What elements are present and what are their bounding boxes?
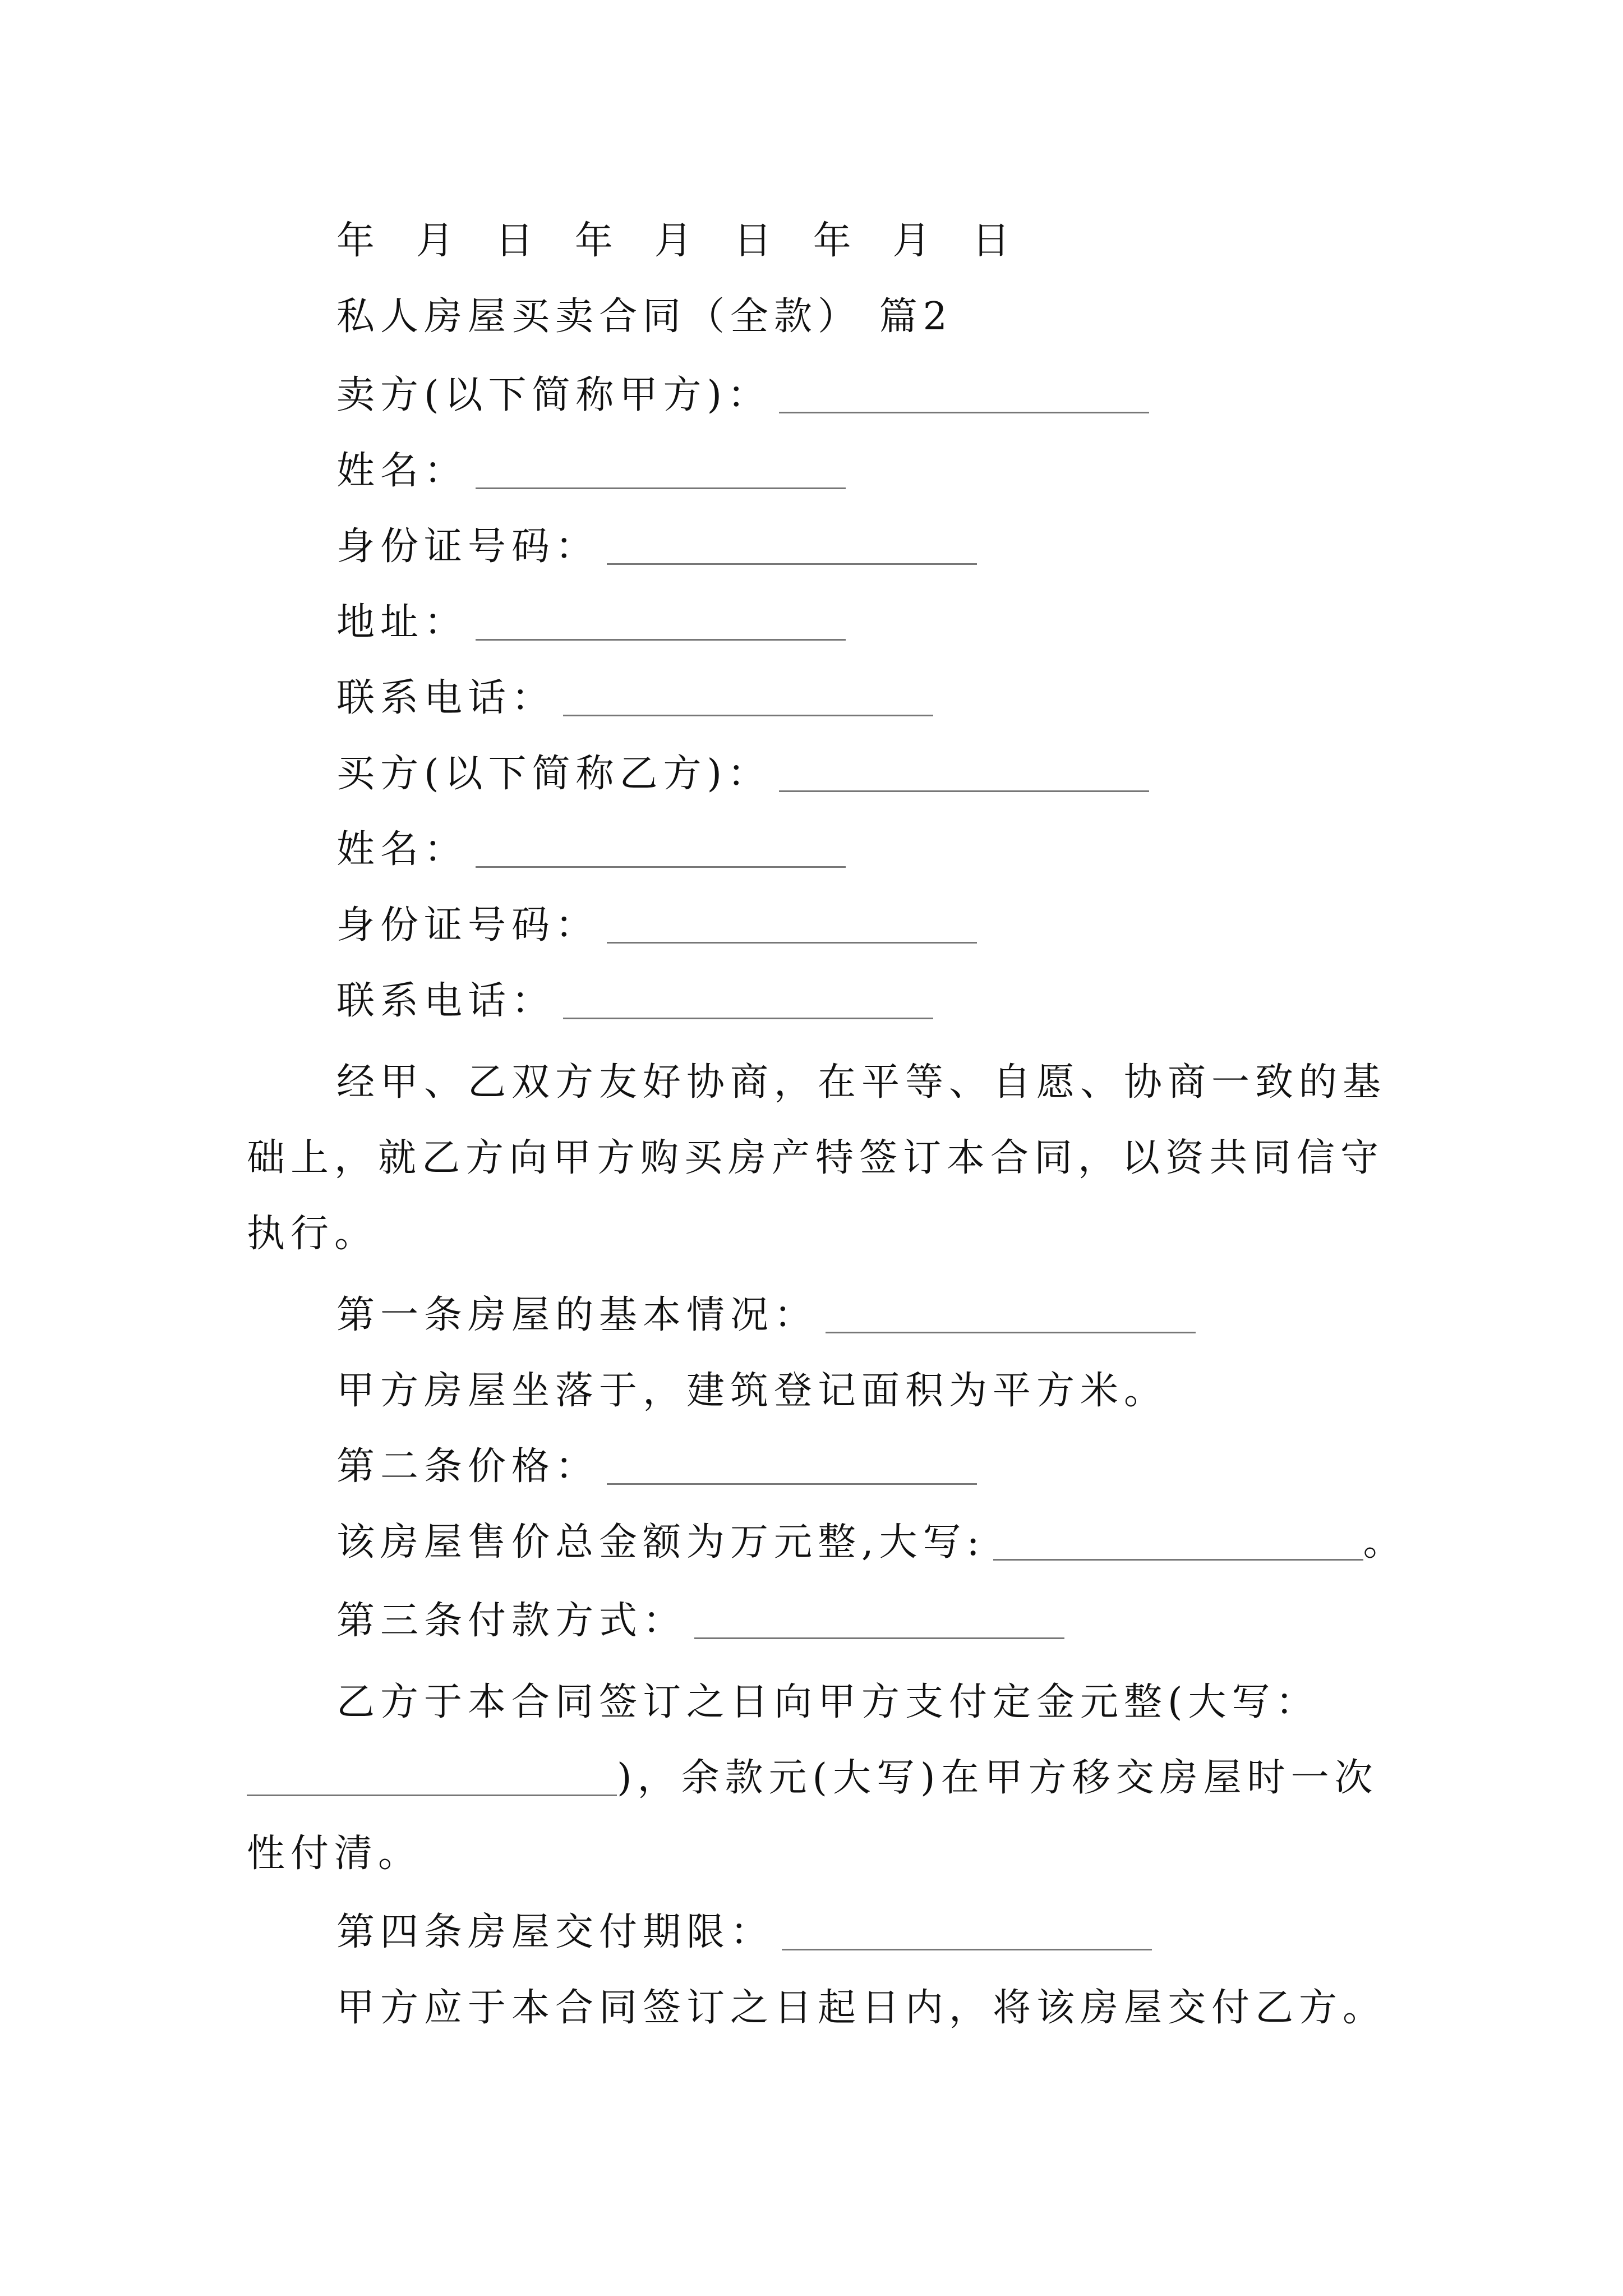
buyer-id-row — [336, 900, 977, 951]
article4-blank — [782, 1949, 1152, 1950]
article2-end: 。 — [1363, 1520, 1407, 1565]
article3-heading-row — [336, 1596, 1064, 1646]
preamble-line-1: 经甲、乙双方友好协商，在平等、自愿、协商一致的基 — [336, 1060, 1387, 1105]
seller-blank — [779, 412, 1149, 413]
seller-id-blank — [607, 563, 977, 565]
article4-heading: 第四条房屋交付期限： — [336, 1910, 774, 1954]
article1-heading: 第一条房屋的基本情况： — [336, 1293, 818, 1337]
article1-text: 甲方房屋坐落于，建筑登记面积为平方米。 — [336, 1369, 1168, 1413]
buyer-blank — [779, 790, 1149, 792]
article2-text-row — [336, 1517, 1407, 1568]
article2-text: 该房屋售价总金额为万元整,大写: — [336, 1520, 985, 1565]
buyer-id-blank — [607, 942, 977, 944]
seller-address-label: 地址： — [336, 600, 468, 645]
article3-line-2-row — [247, 1753, 1378, 1803]
buyer-phone-row — [336, 976, 933, 1027]
article1-blank — [826, 1332, 1196, 1333]
buyer-phone-blank — [563, 1018, 933, 1019]
seller-phone-label: 联系电话： — [336, 676, 556, 720]
buyer-id-label: 身份证号码： — [336, 903, 600, 947]
seller-id-label: 身份证号码： — [336, 524, 600, 569]
article3-deposit-blank — [247, 1795, 617, 1796]
seller-name-label: 姓名： — [336, 449, 468, 493]
seller-name-row — [336, 446, 846, 496]
preamble-line-2: 础上，就乙方向甲方购买房产特签订本合同，以资共同信守 — [247, 1136, 1385, 1180]
article2-amount-blank — [993, 1559, 1363, 1561]
buyer-name-blank — [476, 866, 846, 868]
seller-address-blank — [476, 639, 846, 641]
article3-line-3: 性付清。 — [247, 1832, 422, 1876]
seller-address-row — [336, 597, 846, 648]
seller-name-blank — [476, 487, 846, 489]
article3-heading: 第三条付款方式： — [336, 1599, 687, 1643]
seller-phone-blank — [563, 715, 933, 716]
article1-heading-row — [336, 1290, 1196, 1341]
seller-phone-row — [336, 673, 933, 724]
buyer-name-label: 姓名： — [336, 827, 468, 872]
article2-heading: 第二条价格： — [336, 1444, 600, 1489]
seller-label: 卖方(以下简称甲方)： — [336, 373, 772, 417]
article3-line-2: )，余款元(大写)在甲方移交房屋时一次 — [617, 1756, 1378, 1800]
article2-blank — [607, 1483, 977, 1485]
buyer-row — [336, 749, 1149, 799]
article2-heading-row — [336, 1442, 977, 1492]
buyer-name-row — [336, 825, 846, 875]
date-line: 年 月 日 年 月 日 年 月 日 — [336, 219, 1025, 263]
buyer-phone-label: 联系电话： — [336, 979, 556, 1023]
article3-blank — [694, 1637, 1064, 1639]
seller-row — [336, 370, 1149, 421]
seller-id-row — [336, 522, 977, 572]
article4-heading-row — [336, 1907, 1152, 1958]
article4-text: 甲方应于本合同签订之日起日内，将该房屋交付乙方。 — [336, 1986, 1387, 2030]
buyer-label: 买方(以下简称乙方)： — [336, 752, 772, 796]
article3-line-1: 乙方于本合同签订之日向甲方支付定金元整(大写： — [336, 1680, 1320, 1724]
contract-title: 私人房屋买卖合同（全款） 篇2 — [336, 295, 953, 339]
preamble-line-3: 执行。 — [247, 1212, 379, 1256]
